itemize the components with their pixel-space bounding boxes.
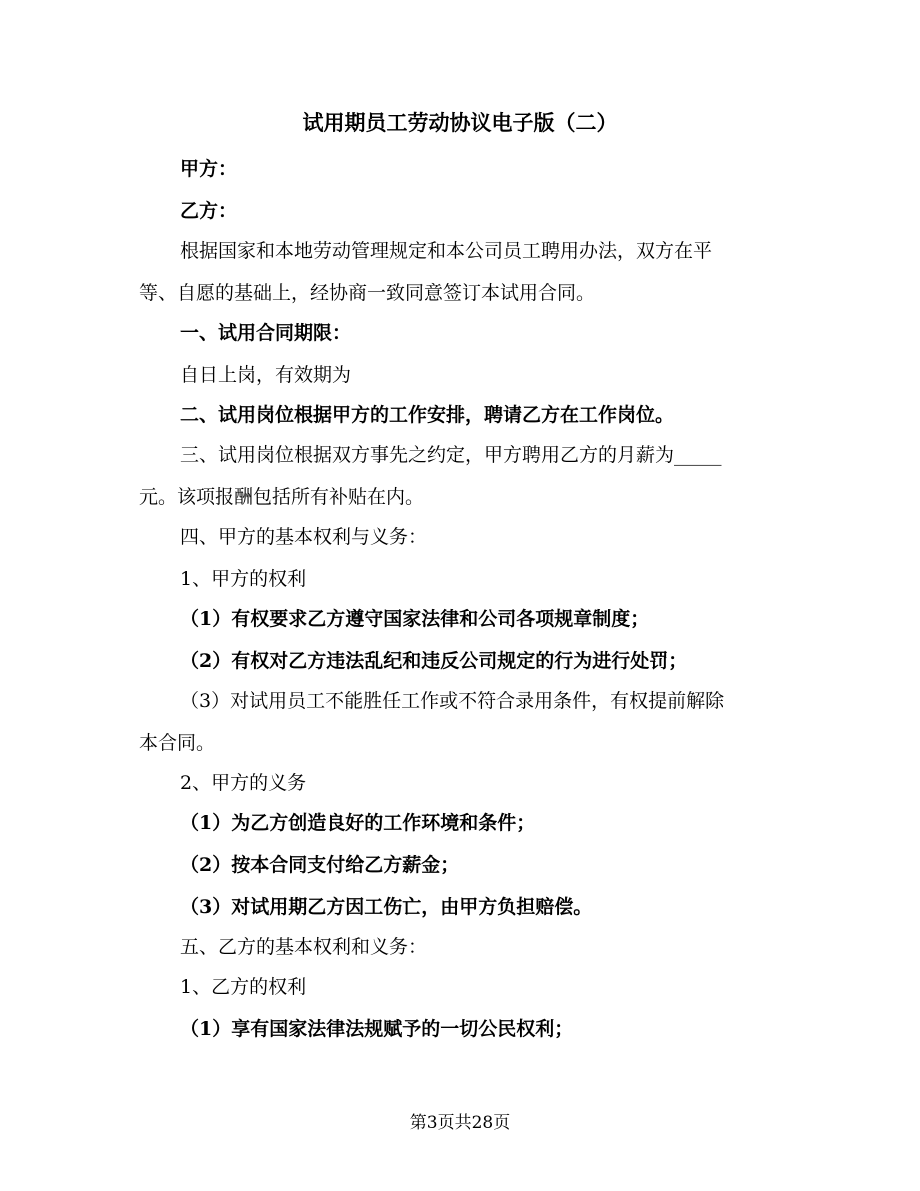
section2-text: 二、试用岗位根据甲方的工作安排，聘请乙方在工作岗位。: [180, 404, 675, 426]
section3-line2: 元。该项报酬包括所有补贴在内。: [139, 486, 425, 508]
party-a-label: 甲方：: [180, 158, 238, 180]
intro-paragraph-line1: 根据国家和本地劳动管理规定和本公司员工聘用办法，双方在平: [180, 240, 713, 262]
section3-line1: 三、试用岗位根据双方事先之约定，甲方聘用乙方的月薪为_____: [180, 444, 722, 466]
section4-1-item1: （1）有权要求乙方遵守国家法律和公司各项规章制度；: [180, 608, 650, 630]
section4-1-item2: （2）有权对乙方违法乱纪和违反公司规定的行为进行处罚；: [180, 650, 688, 672]
section4-1-heading: 1、甲方的权利: [180, 568, 307, 590]
section1-text: 自日上岗，有效期为: [180, 364, 352, 386]
section4-2-item3: （3）对试用期乙方因工伤亡，由甲方负担赔偿。: [180, 896, 593, 918]
document-title: 试用期员工劳动协议电子版（二）: [302, 110, 618, 135]
section5-heading: 五、乙方的基本权利和义务：: [180, 936, 428, 958]
intro-paragraph-line2: 等、自愿的基础上，经协商一致同意签订本试用合同。: [139, 282, 596, 304]
section4-2-heading: 2、甲方的义务: [180, 772, 307, 794]
party-b-label: 乙方：: [180, 200, 238, 222]
section1-heading: 一、试用合同期限：: [180, 322, 352, 344]
section4-1-item3-line1: （3）对试用员工不能胜任工作或不符合录用条件，有权提前解除: [180, 690, 725, 712]
section5-1-item1: （1）享有国家法律法规赋予的一切公民权利；: [180, 1018, 574, 1040]
section4-2-item1: （1）为乙方创造良好的工作环境和条件；: [180, 812, 536, 834]
section4-1-item3-line2: 本合同。: [139, 732, 216, 754]
section5-1-heading: 1、乙方的权利: [180, 976, 307, 998]
page-number: 第3页共28页: [409, 1113, 511, 1133]
section4-2-item2: （2）按本合同支付给乙方薪金；: [180, 854, 460, 876]
section4-heading: 四、甲方的基本权利与义务：: [180, 526, 428, 548]
